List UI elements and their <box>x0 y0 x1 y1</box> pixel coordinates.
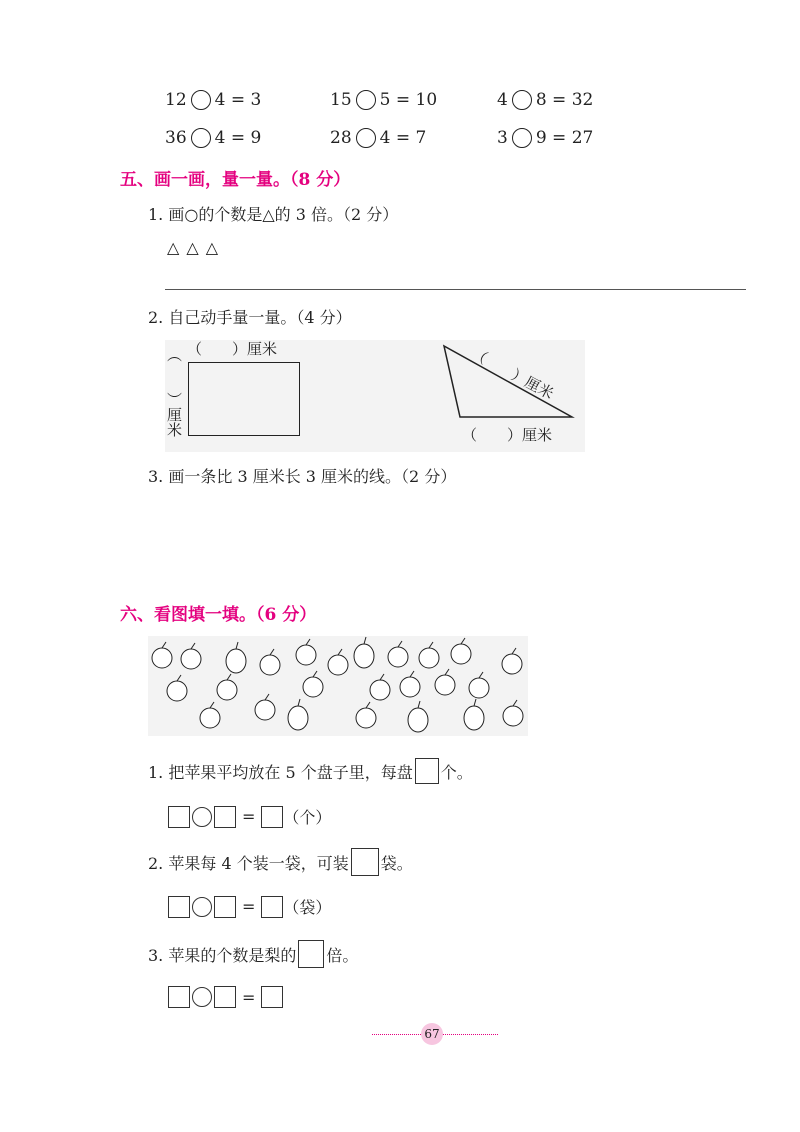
section-5-title: 五、画一画，量一量。（8 分） <box>120 170 351 190</box>
blank-circle[interactable] <box>191 128 211 148</box>
page-rule-right <box>442 1034 498 1035</box>
operator-circle[interactable] <box>192 987 212 1007</box>
equation-3: 4 8 = 32 <box>497 90 594 110</box>
blank-circle[interactable] <box>356 90 376 110</box>
answer-box[interactable] <box>214 806 236 828</box>
answer-box[interactable] <box>351 848 379 876</box>
answer-box[interactable] <box>168 986 190 1008</box>
triangles: △ △ △ <box>167 238 220 257</box>
answer-box[interactable] <box>261 986 283 1008</box>
blank-circle[interactable] <box>512 128 532 148</box>
page-rule-left <box>372 1034 427 1035</box>
blank-circle[interactable] <box>356 128 376 148</box>
section-6-q1: 1. 把苹果平均放在 5 个盘子里，每盘 个。 <box>148 758 473 784</box>
section-5-q1: 1. 画○的个数是△的 3 倍。（2 分） <box>148 205 399 224</box>
answer-line <box>165 289 746 290</box>
answer-box[interactable] <box>261 806 283 828</box>
equation-2: 15 5 = 10 <box>330 90 438 110</box>
section-5-q3: 3. 画一条比 3 厘米长 3 厘米的线。（2 分） <box>148 467 457 486</box>
blank-circle[interactable] <box>191 90 211 110</box>
page-number: 67 <box>421 1023 443 1045</box>
answer-box[interactable] <box>298 940 324 968</box>
answer-box[interactable] <box>214 986 236 1008</box>
equation-5: 28 4 = 7 <box>330 128 427 148</box>
fruit-picture <box>148 636 528 736</box>
equation-row-1: = （个） <box>168 805 331 828</box>
triangle-slant-label: （ ）厘米 <box>468 344 557 403</box>
answer-box[interactable] <box>261 896 283 918</box>
operator-circle[interactable] <box>192 897 212 917</box>
equation-4: 36 4 = 9 <box>165 128 262 148</box>
rect-top-label: （ ）厘米 <box>187 340 278 358</box>
equation-row-2: = （袋） <box>168 895 331 918</box>
section-5-q2: 2. 自己动手量一量。（4 分） <box>148 308 352 327</box>
section-6-q2: 2. 苹果每 4 个装一袋，可装 袋。 <box>148 848 413 876</box>
section-6-title: 六、看图填一填。（6 分） <box>120 605 317 625</box>
operator-circle[interactable] <box>192 807 212 827</box>
answer-box[interactable] <box>168 806 190 828</box>
answer-box[interactable] <box>168 896 190 918</box>
rect-side-label: （ ）厘米 <box>165 347 183 437</box>
equation-row-3: = <box>168 986 283 1008</box>
answer-box[interactable] <box>415 758 439 784</box>
equation-1: 12 4 = 3 <box>165 90 262 110</box>
equation-6: 3 9 = 27 <box>497 128 594 148</box>
triangle-bottom-label: （ ）厘米 <box>462 426 553 444</box>
answer-box[interactable] <box>214 896 236 918</box>
section-6-q3: 3. 苹果的个数是梨的 倍。 <box>148 940 358 968</box>
blank-circle[interactable] <box>512 90 532 110</box>
rectangle-shape <box>188 362 300 436</box>
